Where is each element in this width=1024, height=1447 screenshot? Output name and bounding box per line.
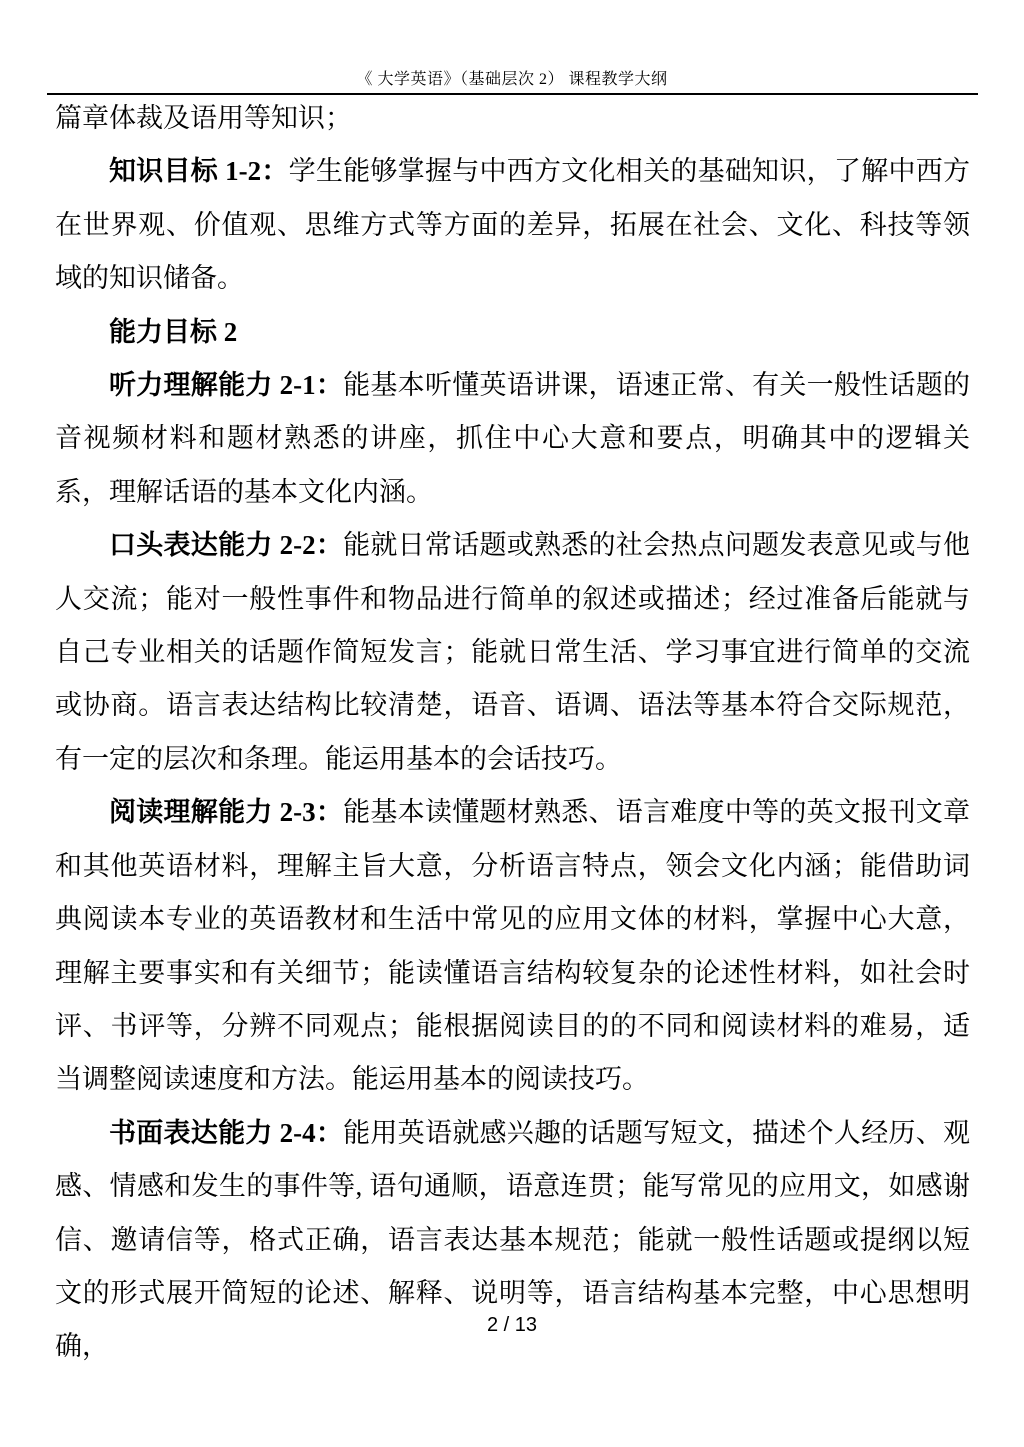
page-number: 2 / 13 xyxy=(486,1314,538,1336)
paragraph-lead: 听力理解能力 2-1： xyxy=(109,370,344,401)
paragraph-lead: 口头表达能力 2-2： xyxy=(109,530,344,561)
paragraph-lead: 能力目标 2 xyxy=(109,316,238,347)
page-header xyxy=(0,66,1024,89)
paragraph-continuation xyxy=(55,92,970,145)
header-title: 《 大学英语》（基础层次 2） 课程教学大纲 xyxy=(356,71,668,88)
document-body xyxy=(55,92,970,1374)
paragraph-text: 篇章体裁及语用等知识； xyxy=(55,103,352,133)
paragraph-reading-2-3 xyxy=(55,786,970,1106)
paragraph-knowledge-goal-1-2 xyxy=(55,145,970,305)
paragraph-ability-goal-2 xyxy=(55,306,970,359)
paragraph-text: 能用英语就感兴趣的话题写短文，描述个人经历、观感、情感和发生的事件等, 语句通顺，语意连贯；能写常见的应用文，如感谢信、邀请信等，格式正确，语言表达基本规范；能就一般性话题或提纲以短文的形式展开简短的论述、解释、说明等，语言结构基本完整，中心思想明确， xyxy=(55,1117,970,1362)
paragraph-text: 能就日常话题或熟悉的社会热点问题发表意见或与他人交流；能对一般性事件和物品进行简单的叙述或描述；经过准备后能就与自己专业相关的话题作简短发言；能就日常生活、学习事宜进行简单的交流或协商。语言表达结构比较清楚，语音、语调、语法等基本符合交际规范，有一定的层次和条理。能运用基本的会话技巧。 xyxy=(55,530,970,774)
paragraph-listening-2-1 xyxy=(55,359,970,519)
paragraph-text: 能基本听懂英语讲课，语速正常、有关一般性话题的音视频材料和题材熟悉的讲座，抓住中心大意和要点，明确其中的逻辑关系，理解话语的基本文化内涵。 xyxy=(55,370,970,507)
paragraph-lead: 知识目标 1-2： xyxy=(109,156,289,187)
paragraph-text: 能基本读懂题材熟悉、语言难度中等的英文报刊文章和其他英语材料，理解主旨大意，分析语言特点，领会文化内涵；能借助词典阅读本专业的英语教材和生活中常见的应用文体的材料，掌握中心大意，理解主要事实和有关细节；能读懂语言结构较复杂的论述性材料，如社会时评、书评等，分辨不同观点；能根据阅读目的的不同和阅读材料的难易，适当调整阅读速度和方法。能运用基本的阅读技巧。 xyxy=(55,797,970,1095)
paragraph-speaking-2-2 xyxy=(55,519,970,786)
paragraph-lead: 书面表达能力 2-4： xyxy=(109,1117,344,1148)
paragraph-lead: 阅读理解能力 2-3： xyxy=(109,797,344,828)
paragraph-text: 学生能够掌握与中西方文化相关的基础知识，了解中西方在世界观、价值观、思维方式等方面的差异，拓展在社会、文化、科技等领域的知识储备。 xyxy=(55,156,970,294)
page-footer xyxy=(0,1314,1024,1337)
